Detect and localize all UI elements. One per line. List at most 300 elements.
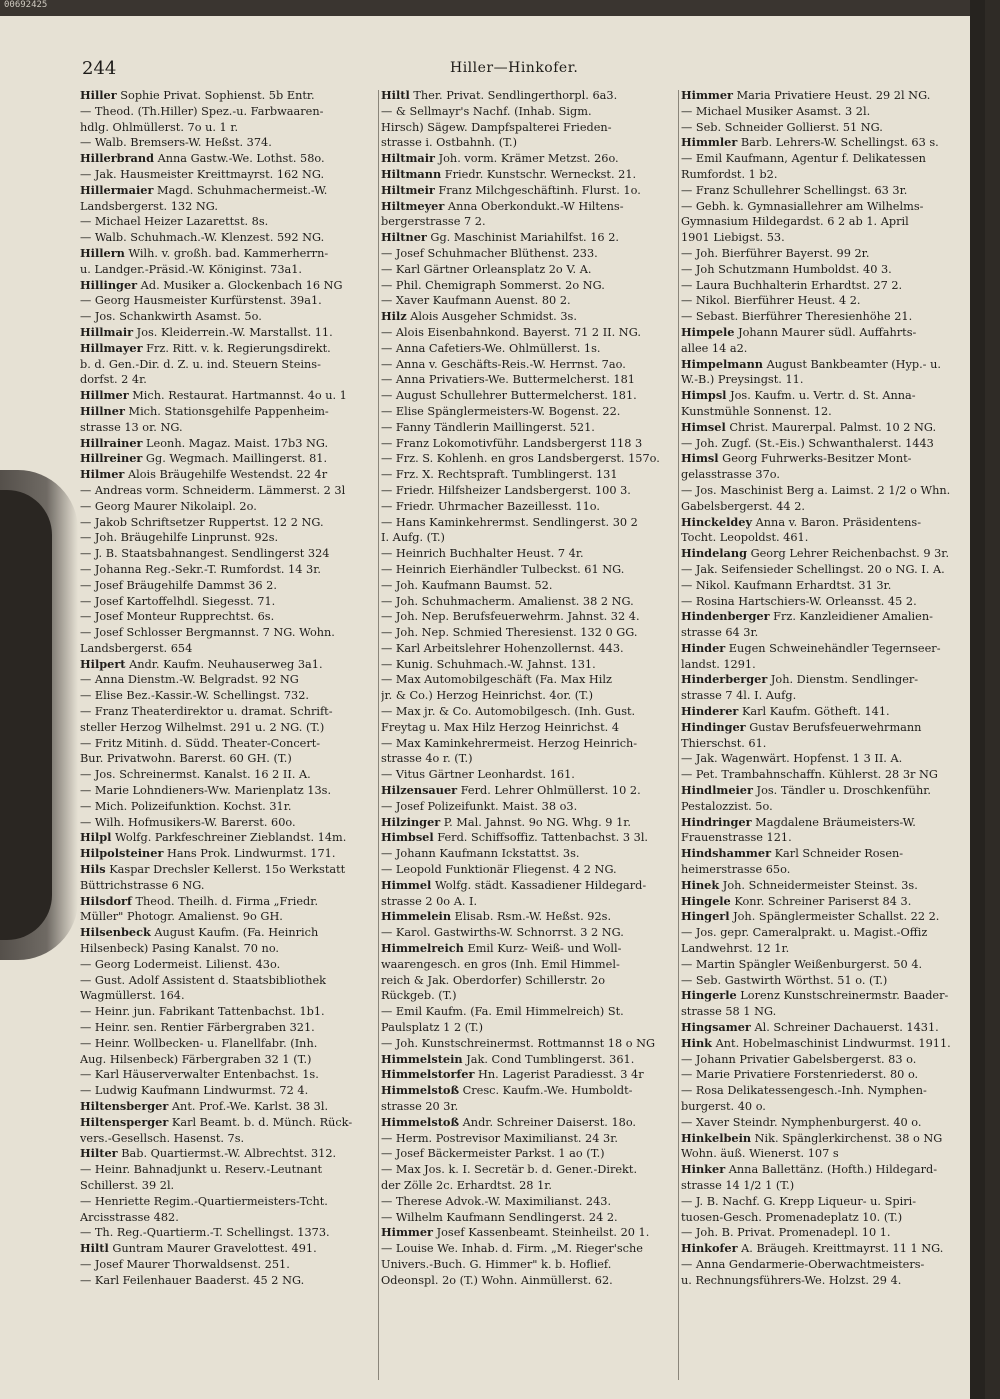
directory-entry: [381, 862, 677, 878]
directory-entry: [80, 309, 376, 325]
entry-text: heimerstrasse 65o.: [681, 863, 791, 877]
entry-text: — Laura Buchhalterin Erhardtst. 27 2.: [681, 278, 903, 292]
directory-entry: [80, 925, 376, 941]
directory-entry: [80, 878, 376, 894]
entry-text: Wolfg. städt. Kassadiener Hildegard-: [431, 878, 647, 892]
entry-text: Gymnasium Hildegardst. 6 2 ab 1. April: [681, 215, 909, 229]
entry-text: — Seb. Schneider Gollierst. 51 NG.: [681, 120, 883, 134]
entry-text: — Seb. Gastwirth Wörthst. 51 o. (T.): [681, 973, 888, 987]
entry-surname: Himmer: [381, 1225, 434, 1240]
entry-text: — Martin Spängler Weißenburgerst. 50 4.: [681, 957, 923, 971]
entry-text: — Jak. Hausmeister Kreittmayrst. 162 NG.: [80, 167, 325, 181]
directory-entry: [681, 1083, 971, 1099]
directory-entry: [681, 846, 971, 862]
directory-entry: [381, 104, 677, 120]
directory-entry: [681, 562, 971, 578]
entry-text: Jos. Tändler u. Droschkenführ.: [752, 784, 932, 798]
directory-entry: [80, 1052, 376, 1068]
directory-entry: [681, 862, 971, 878]
directory-entry: [381, 957, 677, 973]
entry-text: Franz Milchgeschäftinh. Flurst. 1o.: [434, 183, 641, 197]
directory-entry: [681, 1067, 971, 1083]
entry-text: u. Rechnungsführers-We. Holzst. 29 4.: [681, 1273, 902, 1287]
entry-text: — Wilhelm Kaufmann Sendlingerst. 24 2.: [381, 1210, 618, 1224]
directory-entry: [681, 909, 971, 925]
directory-entry: [681, 451, 971, 467]
entry-surname: Hiltensperger: [80, 1114, 169, 1129]
directory-entry: [681, 1036, 971, 1052]
directory-entry: [80, 704, 376, 720]
entry-text: — J. B. Staatsbahnangest. Sendlingerst 324: [80, 547, 330, 561]
entry-text: August Kaufm. (Fa. Heinrich: [150, 926, 319, 940]
directory-entry: [381, 988, 677, 1004]
entry-text: — Jak. Wagenwärt. Hopfenst. 1 3 II. A.: [681, 752, 903, 766]
directory-entry: [681, 1257, 971, 1273]
entry-text: Hans Prok. Lindwurmst. 171.: [163, 847, 336, 861]
directory-entry: [681, 594, 971, 610]
entry-text: — Hans Kaminkehrermst. Sendlingerst. 30 2: [381, 515, 638, 529]
entry-text: — Friedr. Hilfsheizer Landsbergerst. 100 3.: [381, 483, 631, 497]
directory-entry: [681, 357, 971, 373]
directory-entry: [681, 546, 971, 562]
entry-text: — Th. Reg.-Quartierm.-T. Schellingst. 1373.: [80, 1226, 330, 1240]
entry-surname: Hillern: [80, 245, 125, 260]
directory-entry: [381, 1052, 677, 1068]
directory-entry: [80, 578, 376, 594]
entry-surname: Hillinger: [80, 277, 138, 292]
entry-text: — Josef Monteur Rupprechtst. 6s.: [80, 610, 275, 624]
entry-surname: Himpsl: [681, 388, 727, 403]
entry-text: — Walb. Schuhmach.-W. Klenzest. 592 NG.: [80, 231, 325, 245]
entry-text: Sophie Privat. Sophienst. 5b Entr.: [116, 89, 315, 102]
scan-id: 00692425: [4, 0, 48, 10]
entry-text: — Jos. Maschinist Berg a. Laimst. 2 1/2 o Whn.: [681, 483, 951, 497]
entry-text: Schillerst. 39 2l.: [80, 1178, 175, 1192]
entry-text: Anna Ballettänz. (Hofth.) Hildegard-: [725, 1163, 938, 1177]
directory-entry: [80, 988, 376, 1004]
entry-surname: Himmer: [681, 88, 734, 102]
entry-text: — Louise We. Inhab. d. Firm. „M. Rieger'sche: [381, 1242, 643, 1256]
entry-text: — Walb. Bremsers-W. Heßst. 374.: [80, 136, 272, 150]
directory-entry: [381, 451, 677, 467]
directory-entry: [80, 120, 376, 136]
directory-entry: [681, 515, 971, 531]
entry-surname: Hillmayer: [80, 340, 143, 355]
entry-text: Kunstmühle Sonnenst. 12.: [681, 404, 832, 418]
directory-entry: [381, 815, 677, 831]
entry-surname: Hilpert: [80, 656, 126, 671]
entry-text: strasse 64 3r.: [681, 626, 759, 640]
entry-text: Frz. Ritt. v. k. Regierungsdirekt.: [142, 341, 331, 355]
directory-entry: [681, 783, 971, 799]
entry-text: Odeonspl. 2o (T.) Wohn. Ainmüllerst. 62.: [381, 1273, 613, 1287]
entry-text: — Josef Maurer Thorwaldsenst. 251.: [80, 1257, 290, 1271]
entry-text: b. d. Gen.-Dir. d. Z. u. ind. Steuern Steins-: [80, 357, 321, 371]
directory-entry: [80, 1083, 376, 1099]
entry-surname: Hiltensberger: [80, 1099, 169, 1113]
directory-entry: [381, 751, 677, 767]
directory-entry: [681, 167, 971, 183]
column-2: [381, 88, 677, 1388]
directory-entry: [80, 246, 376, 262]
directory-entry: [80, 736, 376, 752]
directory-entry: [381, 135, 677, 151]
directory-entry: [381, 1162, 677, 1178]
entry-surname: Hilz: [381, 309, 407, 324]
directory-entry: [80, 262, 376, 278]
entry-text: landst. 1291.: [681, 657, 756, 671]
directory-entry: [681, 404, 971, 420]
entry-text: Friedr. Kunstschr. Werneckst. 21.: [441, 167, 637, 181]
entry-text: — Heinr. jun. Fabrikant Tattenbachst. 1b1.: [80, 1005, 325, 1019]
directory-entry: [80, 973, 376, 989]
directory-entry: [381, 151, 677, 167]
entry-text: — Therese Advok.-W. Maximilianst. 243.: [381, 1194, 612, 1208]
entry-text: — Jos. Schreinermst. Kanalst. 16 2 II. A.: [80, 768, 311, 782]
directory-entry: [681, 1162, 971, 1178]
entry-text: — Pet. Trambahnschaffn. Kühlerst. 28 3r NG: [681, 768, 938, 782]
directory-entry: [381, 720, 677, 736]
entry-text: Ant. Prof.-We. Karlst. 38 3l.: [168, 1100, 329, 1113]
entry-surname: Hilzinger: [381, 814, 441, 829]
entry-text: Hn. Lagerist Paradiesst. 3 4r: [474, 1068, 644, 1082]
entry-text: — Max Jos. k. I. Secretär b. d. Gener.-Direkt.: [381, 1163, 638, 1177]
directory-entry: [80, 1004, 376, 1020]
entry-text: Frz. Kanzleidiener Amalien-: [769, 610, 933, 624]
entry-text: Paulsplatz 1 2 (T.): [381, 1021, 484, 1035]
directory-entry: [681, 688, 971, 704]
directory-entry: [681, 246, 971, 262]
entry-text: — Heinrich Buchhalter Heust. 7 4r.: [381, 547, 584, 561]
directory-entry: [381, 688, 677, 704]
directory-entry: [381, 1257, 677, 1273]
entry-text: — Elise Spänglermeisters-W. Bogenst. 22.: [381, 404, 621, 418]
entry-text: Georg Lehrer Reichenbachst. 9 3r.: [747, 547, 950, 561]
entry-text: strasse 13 or. NG.: [80, 420, 183, 434]
entry-surname: Hillmer: [80, 388, 129, 403]
entry-text: Theod. Theilh. d. Firma „Friedr.: [131, 894, 319, 908]
entry-text: Joh. Dienstm. Sendlinger-: [767, 673, 919, 687]
entry-text: — Fritz Mitinh. d. Südd. Theater-Concert-: [80, 736, 321, 750]
entry-text: — & Sellmayr's Nachf. (Inhab. Sigm.: [381, 104, 592, 118]
directory-entry: [681, 262, 971, 278]
directory-entry: [80, 420, 376, 436]
directory-entry: [681, 578, 971, 594]
entry-text: Gg. Wegmach. Maillingerst. 81.: [142, 452, 328, 466]
entry-surname: Hindelang: [681, 546, 747, 561]
directory-entry: [80, 751, 376, 767]
entry-surname: Hilsenbeck: [80, 925, 151, 940]
entry-text: — Marie Lohndieners-Ww. Marienplatz 13s.: [80, 784, 332, 798]
entry-text: Bab. Quartiermst.-W. Albrechtst. 312.: [117, 1147, 337, 1161]
entry-text: — Karl Arbeitslehrer Hohenzollernst. 443.: [381, 641, 624, 655]
directory-entry: [381, 293, 677, 309]
entry-text: — Jos. Schankwirth Asamst. 5o.: [80, 310, 262, 324]
directory-entry: [381, 767, 677, 783]
entry-text: — Johann Privatier Gabelsbergerst. 83 o.: [681, 1052, 917, 1066]
entry-surname: Hindlmeier: [681, 783, 753, 798]
entry-text: u. Landger.-Präsid.-W. Königinst. 73a1.: [80, 262, 303, 276]
entry-text: — Wilh. Hofmusikers-W. Barerst. 60o.: [80, 815, 296, 829]
directory-entry: [681, 151, 971, 167]
directory-entry: [80, 293, 376, 309]
entry-text: — Max Kaminkehrermeist. Herzog Heinrich-: [381, 736, 638, 750]
entry-text: Bur. Privatwohn. Barerst. 60 GH. (T.): [80, 752, 292, 766]
entry-text: — J. B. Nachf. G. Krepp Liqueur- u. Spiri-: [681, 1194, 917, 1208]
entry-surname: Hiller: [80, 88, 117, 102]
entry-text: der Zölle 2c. Erhardtst. 28 1r.: [381, 1178, 553, 1192]
entry-surname: Himmelreich: [381, 941, 464, 956]
entry-surname: Himmelstoß: [381, 1114, 460, 1129]
entry-text: Jak. Cond Tumblingerst. 361.: [462, 1052, 635, 1066]
entry-text: — Johann Kaufmann Ickstattst. 3s.: [381, 847, 580, 861]
directory-entry: [681, 815, 971, 831]
entry-surname: Hilpolsteiner: [80, 846, 164, 861]
directory-entry: [381, 309, 677, 325]
directory-entry: [381, 1004, 677, 1020]
directory-entry: [381, 704, 677, 720]
entry-text: Frauenstrasse 121.: [681, 831, 792, 845]
directory-entry: [80, 941, 376, 957]
directory-entry: [381, 830, 677, 846]
entry-text: — Anna Gendarmerie-Oberwachtmeisters-: [681, 1257, 925, 1271]
entry-text: Hilsenbeck) Pasing Kanalst. 70 no.: [80, 942, 280, 956]
directory-entry: [80, 357, 376, 373]
entry-text: — Franz Lokomotivführ. Landsbergerst 118 3: [381, 436, 643, 450]
directory-entry: [381, 372, 677, 388]
entry-text: Joh. Spänglermeister Schallst. 22 2.: [729, 910, 940, 924]
directory-entry: [681, 420, 971, 436]
directory-entry: [381, 1241, 677, 1257]
directory-entry: [80, 341, 376, 357]
entry-text: Freytag u. Max Hilz Herzog Heinrichst. 4: [381, 720, 620, 734]
entry-text: Anna Oberkondukt.-W Hiltens-: [444, 199, 624, 213]
directory-entry: [681, 720, 971, 736]
directory-entry: [681, 736, 971, 752]
directory-entry: [681, 988, 971, 1004]
directory-entry: [80, 372, 376, 388]
entry-text: Wolfg. Parkfeschreiner Zieblandst. 14m.: [111, 831, 347, 845]
entry-text: — Andreas vorm. Schneiderm. Lämmerst. 2 3l: [80, 483, 346, 497]
directory-entry: [80, 957, 376, 973]
entry-surname: Hinker: [681, 1162, 726, 1177]
directory-entry: [80, 325, 376, 341]
directory-entry: [381, 546, 677, 562]
entry-text: — Emil Kaufm. (Fa. Emil Himmelreich) St.: [381, 1005, 624, 1019]
directory-entry: [381, 341, 677, 357]
directory-entry: [80, 1020, 376, 1036]
directory-entry: [381, 1115, 677, 1131]
entry-text: Georg Fuhrwerks-Besitzer Mont-: [718, 452, 912, 466]
directory-entry: [381, 404, 677, 420]
entry-text: Karl Beamt. b. d. Münch. Rück-: [168, 1115, 353, 1129]
entry-text: — Heinr. Bahnadjunkt u. Reserv.-Leutnant: [80, 1163, 323, 1177]
directory-entry: [381, 609, 677, 625]
directory-entry: [80, 799, 376, 815]
directory-entry: [681, 704, 971, 720]
directory-entry: [681, 88, 971, 104]
directory-entry: [80, 894, 376, 910]
directory-entry: [80, 1115, 376, 1131]
directory-entry: [80, 594, 376, 610]
directory-entry: [681, 278, 971, 294]
directory-entry: [381, 594, 677, 610]
entry-text: — Josef Schuhmacher Blüthenst. 233.: [381, 246, 598, 260]
entry-surname: Himmelstorfer: [381, 1067, 475, 1082]
directory-entry: [80, 1225, 376, 1241]
directory-entry: [80, 783, 376, 799]
directory-entry: [80, 1162, 376, 1178]
entry-text: — Rosa Delikatessengesch.-Inh. Nymphen-: [681, 1084, 927, 1098]
entry-text: burgerst. 40 o.: [681, 1100, 766, 1113]
directory-entry: [381, 357, 677, 373]
entry-text: — Josef Bäckermeister Parkst. 1 ao (T.): [381, 1147, 605, 1161]
directory-entry: [681, 957, 971, 973]
entry-text: — Joh. B. Privat. Promenadepl. 10 1.: [681, 1226, 891, 1240]
entry-surname: Hillner: [80, 403, 125, 418]
entry-text: Thierschst. 61.: [681, 736, 767, 750]
entry-surname: Himsel: [681, 419, 726, 434]
directory-entry: [681, 230, 971, 246]
entry-text: gelasstrasse 37o.: [681, 468, 780, 482]
directory-entry: [681, 1146, 971, 1162]
entry-surname: Himmelstoß: [381, 1083, 460, 1098]
running-head: Hiller—Hinkofer.: [450, 60, 579, 76]
directory-entry: [80, 546, 376, 562]
entry-surname: Hindenberger: [681, 609, 770, 624]
directory-entry: [681, 1099, 971, 1115]
directory-entry: [381, 1099, 677, 1115]
entry-text: reich & Jak. Oberdorfer) Schillerstr. 2o: [381, 973, 606, 987]
entry-text: Büttrichstrasse 6 NG.: [80, 878, 205, 892]
directory-entry: [681, 894, 971, 910]
entry-text: — Johanna Reg.-Sekr.-T. Rumfordst. 14 3r.: [80, 562, 321, 576]
entry-text: — Joh. Bierführer Bayerst. 99 2r.: [681, 246, 870, 260]
entry-text: — Joh. Nep. Berufsfeuerwehrm. Jahnst. 32 4.: [381, 610, 640, 624]
entry-text: Gustav Berufsfeuerwehrmann: [745, 720, 922, 734]
directory-entry: [681, 388, 971, 404]
entry-surname: Hiltmair: [381, 151, 435, 166]
directory-entry: [681, 135, 971, 151]
directory-entry: [681, 483, 971, 499]
directory-entry: [381, 1020, 677, 1036]
directory-entry: [381, 515, 677, 531]
directory-entry: [381, 625, 677, 641]
entry-text: Ther. Privat. Sendlingerthorpl. 6a3.: [409, 89, 618, 102]
entry-text: — Marie Privatiere Forstenriederst. 80 o.: [681, 1068, 919, 1082]
entry-text: — Jakob Schriftsetzer Ruppertst. 12 2 NG.: [80, 515, 324, 529]
entry-surname: Hillerbrand: [80, 151, 154, 166]
entry-text: dorfst. 2 4r.: [80, 373, 147, 387]
entry-text: — Karol. Gastwirths-W. Schnorrst. 3 2 NG.: [381, 926, 624, 940]
entry-text: Aug. Hilsenbeck) Färbergraben 32 1 (T.): [80, 1052, 312, 1066]
directory-entry: [80, 1257, 376, 1273]
entry-text: — Josef Bräugehilfe Dammst 36 2.: [80, 578, 277, 592]
entry-surname: Hillreiner: [80, 451, 143, 466]
directory-entry: [381, 467, 677, 483]
entry-text: Andr. Kaufm. Neuhauserweg 3a1.: [125, 657, 323, 671]
directory-entry: [381, 941, 677, 957]
entry-text: allee 14 a2.: [681, 341, 748, 355]
entry-text: A. Bräugeh. Kreittmayrst. 11 1 NG.: [737, 1242, 944, 1256]
directory-entry: [681, 1273, 971, 1289]
entry-surname: Hingerl: [681, 909, 730, 924]
column-rule: [678, 90, 679, 1380]
entry-text: Ant. Hobelmaschinist Lindwurmst. 1911.: [712, 1036, 951, 1050]
entry-text: — Anna Privatiers-We. Buttermelcherst. 181: [381, 373, 635, 387]
entry-text: — Jos. gepr. Cameralprakt. u. Magist.-Offiz: [681, 926, 928, 940]
entry-text: Guntram Maurer Gravelottest. 491.: [108, 1242, 317, 1256]
entry-text: waarengesch. en gros (Inh. Emil Himmel-: [381, 957, 620, 971]
entry-text: — Heinr. Wollbecken- u. Flanellfabr. (Inh.: [80, 1036, 318, 1050]
entry-text: — Josef Polizeifunkt. Maist. 38 o3.: [381, 799, 578, 813]
directory-entry: [80, 499, 376, 515]
entry-text: strasse 2 0o A. I.: [381, 894, 478, 908]
directory-entry: [80, 436, 376, 452]
directory-entry: [80, 1194, 376, 1210]
entry-text: — Max Automobilgeschäft (Fa. Max Hilz: [381, 673, 612, 687]
entry-surname: Hiltner: [381, 230, 427, 245]
entry-surname: Himpelmann: [681, 356, 763, 371]
entry-text: — Elise Bez.-Kassir.-W. Schellingst. 732.: [80, 689, 309, 703]
directory-entry: [80, 846, 376, 862]
directory-entry: [80, 562, 376, 578]
entry-text: Wohn. äuß. Wienerst. 107 s: [681, 1147, 839, 1161]
entry-text: — Max jr. & Co. Automobilgesch. (Inh. Gust.: [381, 705, 636, 719]
directory-entry: [381, 1036, 677, 1052]
directory-entry: [80, 815, 376, 831]
entry-text: — Mich. Polizeifunktion. Kochst. 31r.: [80, 799, 292, 813]
entry-text: Rückgeb. (T.): [381, 989, 457, 1003]
directory-entry: [681, 499, 971, 515]
entry-surname: Hilzensauer: [381, 783, 458, 798]
entry-text: — Herm. Postrevisor Maximilianst. 24 3r.: [381, 1131, 618, 1145]
entry-surname: Hiltmeyer: [381, 198, 445, 213]
entry-text: strasse 7 4l. I. Aufg.: [681, 689, 797, 703]
entry-text: — Georg Lodermeist. Lilienst. 43o.: [80, 957, 281, 971]
entry-text: Cresc. Kaufm.-We. Humboldt-: [459, 1084, 633, 1098]
entry-surname: Hindringer: [681, 814, 752, 829]
entry-surname: Hilmer: [80, 467, 125, 482]
directory-entry: [681, 799, 971, 815]
entry-text: Gabelsbergerst. 44 2.: [681, 499, 805, 513]
directory-entry: [381, 1067, 677, 1083]
binder-cutout: [0, 490, 52, 940]
entry-text: — Anna Dienstm.-W. Belgradst. 92 NG: [80, 673, 299, 687]
entry-text: bergerstrasse 7 2.: [381, 215, 486, 229]
entry-text: Johann Maurer südl. Auffahrts-: [734, 325, 917, 339]
directory-entry: [681, 1194, 971, 1210]
entry-text: Nik. Spänglerkirchenst. 38 o NG: [751, 1131, 943, 1145]
entry-text: 1901 Liebigst. 53.: [681, 231, 785, 245]
entry-surname: Hiltl: [381, 88, 410, 102]
scan-top-border: [0, 0, 985, 16]
entry-surname: Himsl: [681, 451, 719, 466]
entry-surname: Hiltl: [80, 1241, 109, 1256]
directory-entry: [80, 1273, 376, 1289]
entry-text: — Joh Schutzmann Humboldst. 40 3.: [681, 262, 892, 276]
directory-columns: [80, 88, 970, 1388]
directory-entry: [381, 1131, 677, 1147]
entry-text: Lorenz Kunstschreinermstr. Baader-: [736, 989, 949, 1003]
directory-entry: [80, 483, 376, 499]
entry-text: — Frz. S. Kohlenh. en gros Landsbergerst. 157o.: [381, 452, 660, 466]
entry-surname: Hillmair: [80, 324, 134, 339]
entry-text: Karl Kaufm. Götheft. 141.: [738, 705, 890, 719]
entry-text: strasse i. Ostbahnh. (T.): [381, 136, 517, 150]
directory-entry: [80, 909, 376, 925]
directory-entry: [681, 767, 971, 783]
